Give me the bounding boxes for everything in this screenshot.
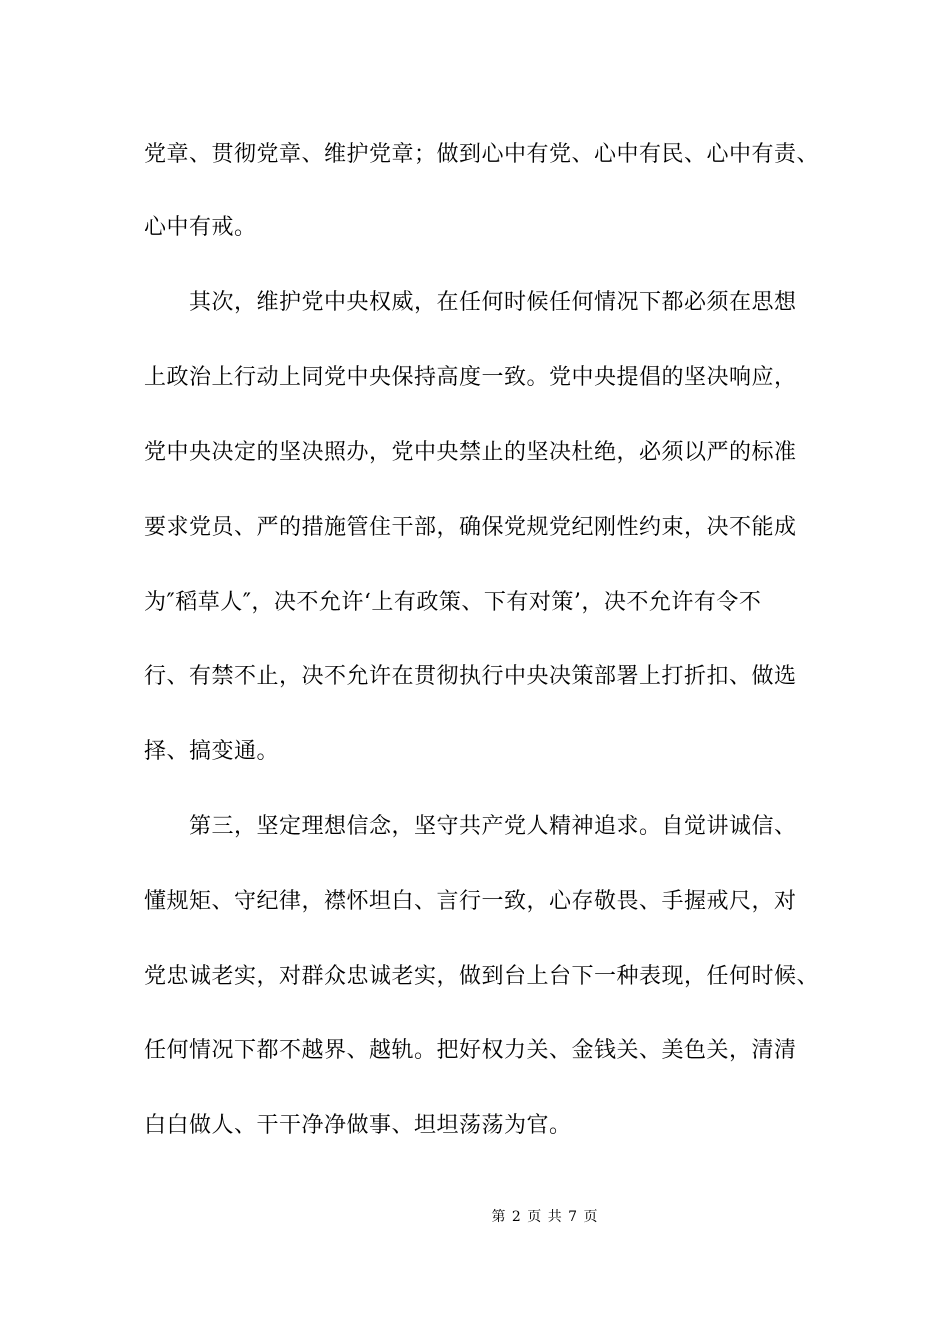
text-line: 白白做人、干干净净做事、坦坦荡荡为官。 [144, 1113, 572, 1138]
text-line: 党中央决定的坚决照办，党中央禁止的坚决杜绝，必须以严的标准 [144, 440, 797, 465]
page-number-footer: 第 2 页 共 7 页 [491, 1209, 599, 1225]
text-line: 党章、贯彻党章、维护党章；做到心中有党、心中有民、心中有责、 [144, 142, 820, 167]
text-line: 要求党员、严的措施管住干部，确保党规党纪刚性约束，决不能成 [144, 515, 797, 540]
text-line: 其次，维护党中央权威，在任何时候任何情况下都必须在思想 [144, 290, 797, 315]
text-line: 择、搞变通。 [144, 739, 280, 764]
text-line: 为″稻草人″，决不允许‘上有政策、下有对策’，决不允许有令不 [144, 590, 762, 615]
text-line: 任何情况下都不越界、越轨。把好权力关、金钱关、美色关，清清 [144, 1038, 797, 1063]
text-line: 行、有禁不止，决不允许在贯彻执行中央决策部署上打折扣、做选 [144, 664, 797, 689]
text-line: 上政治上行动上同党中央保持高度一致。党中央提倡的坚决响应， [144, 365, 797, 390]
text-line: 第三，坚定理想信念，坚守共产党人精神追求。自觉讲诚信、 [144, 814, 797, 839]
text-line: 懂规矩、守纪律，襟怀坦白、言行一致，心存敬畏、手握戒尺，对 [144, 889, 797, 914]
text-line: 党忠诚老实，对群众忠诚老实，做到台上台下一种表现，任何时候、 [144, 964, 820, 989]
text-line: 心中有戒。 [144, 215, 257, 240]
